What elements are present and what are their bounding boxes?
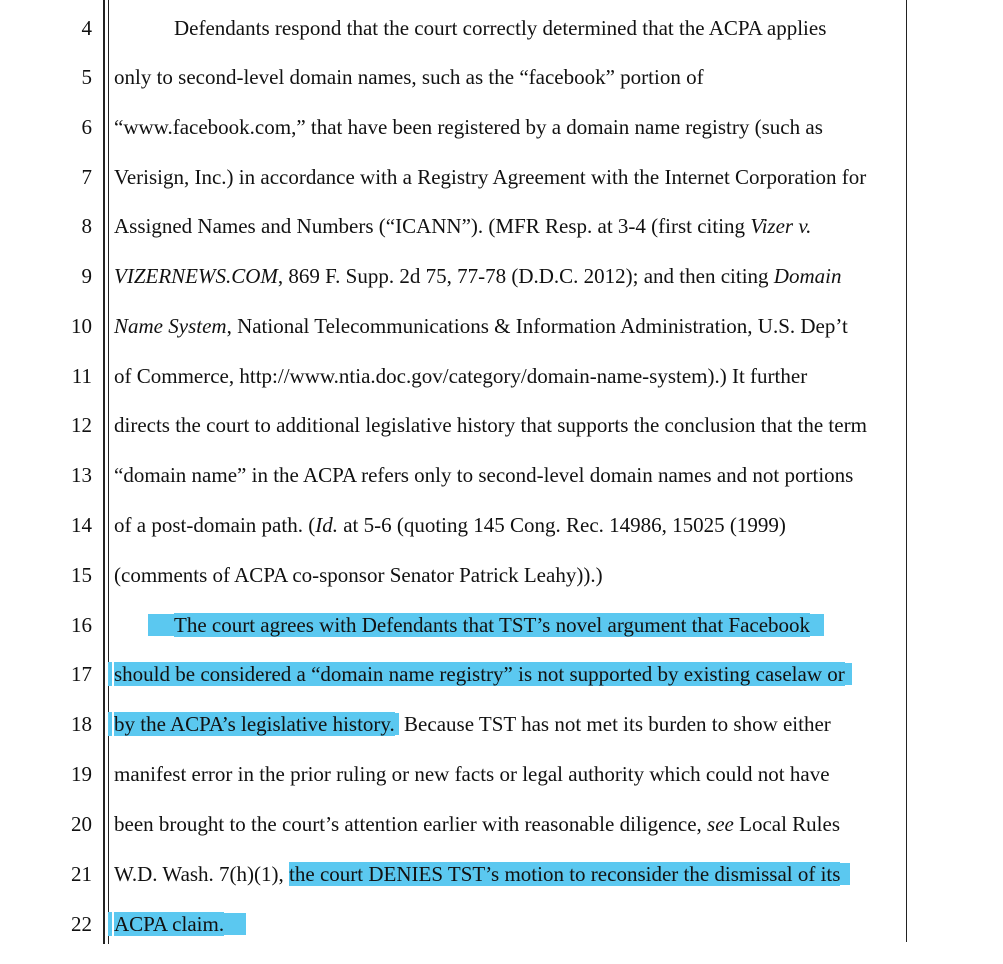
text-line: [0, 362, 1003, 402]
line-text-part: Because TST has not met its burden to show either: [398, 712, 831, 736]
line-text: [114, 910, 246, 938]
line-number: 18: [71, 712, 92, 736]
line-text: [114, 511, 786, 539]
line-number: 5: [81, 65, 92, 89]
highlighted-text: ACPA claim.: [114, 912, 225, 936]
line-number: 6: [81, 115, 92, 139]
highlight-tail: [224, 913, 246, 935]
line-text: [114, 212, 811, 240]
text-line: [0, 63, 1003, 103]
highlight-edge: [108, 912, 112, 936]
highlight-tail: [810, 614, 824, 636]
signal-italic: see: [707, 812, 734, 836]
line-number: 4: [81, 16, 92, 40]
line-number: 17: [71, 662, 92, 686]
text-line: [0, 212, 1003, 252]
line-number: 21: [71, 862, 92, 886]
line-text: [114, 860, 850, 888]
line-number: 20: [71, 812, 92, 836]
text-line: [0, 461, 1003, 501]
highlight-tail: [840, 863, 850, 885]
case-name-italic: VIZERNEWS.COM: [114, 264, 278, 288]
text-line: [0, 14, 1003, 54]
line-number: 14: [71, 513, 92, 537]
text-line: [0, 113, 1003, 153]
text-line: [0, 561, 1003, 601]
line-text: Defendants respond that the court correctly determined that the ACPA applies: [174, 16, 827, 40]
highlight-edge: [108, 712, 112, 736]
line-number: 10: [71, 314, 92, 338]
highlighted-text: The court agrees with Defendants that TST’s novel argument that Facebook: [174, 613, 811, 637]
line-text: [114, 312, 848, 340]
line-text: [114, 262, 841, 290]
line-number: 12: [71, 413, 92, 437]
text-line: [0, 411, 1003, 451]
text-line: [0, 312, 1003, 352]
line-text-part: W.D. Wash. 7(h)(1),: [114, 862, 290, 886]
highlighted-text: by the ACPA’s legislative history.: [114, 712, 395, 736]
line-text: [114, 810, 840, 838]
line-number: 11: [71, 364, 92, 388]
highlight-lead: [148, 614, 174, 636]
citation-italic: Id.: [315, 513, 338, 537]
text-line: [0, 810, 1003, 850]
line-number: 16: [71, 613, 92, 637]
text-line: [0, 860, 1003, 900]
line-number: 8: [81, 214, 92, 238]
highlight-tail: [845, 663, 852, 685]
line-number: 9: [81, 264, 92, 288]
line-text: [114, 710, 831, 738]
line-text: Verisign, Inc.) in accordance with a Registry Agreement with the Internet Corporation for: [114, 165, 867, 189]
line-text: manifest error in the prior ruling or new facts or legal authority which could not have: [114, 762, 830, 786]
line-number: 19: [71, 762, 92, 786]
highlight-edge: [108, 662, 112, 686]
line-text: of Commerce, http://www.ntia.doc.gov/category/domain-name-system).) It further: [114, 364, 808, 388]
text-line-highlighted: [0, 660, 1003, 700]
text-line: [0, 710, 1003, 750]
title-italic: Domain: [773, 264, 842, 288]
line-text-part: Local Rules: [733, 812, 841, 836]
text-line: [0, 163, 1003, 203]
line-text: only to second-level domain names, such as the “facebook” portion of: [114, 65, 704, 89]
title-italic: Name System: [114, 314, 227, 338]
text-line: [0, 511, 1003, 551]
text-line-highlighted: [0, 910, 1003, 950]
line-text-part: , 869 F. Supp. 2d 75, 77-78 (D.D.C. 2012); and then citing: [277, 264, 774, 288]
case-name-italic: Vizer v.: [750, 214, 812, 238]
text-line-highlighted: [0, 611, 1003, 651]
line-text: “www.facebook.com,” that have been registered by a domain name registry (such as: [114, 115, 823, 139]
line-text-part: , National Telecommunications & Information Administration, U.S. Dep’t: [226, 314, 848, 338]
text-line: [0, 760, 1003, 800]
line-number: 7: [81, 165, 92, 189]
line-text: [148, 611, 824, 639]
line-number: 15: [71, 563, 92, 587]
line-number: 22: [71, 912, 92, 936]
line-number: 13: [71, 463, 92, 487]
text-line: [0, 262, 1003, 302]
line-text: “domain name” in the ACPA refers only to second-level domain names and not portions: [114, 463, 854, 487]
line-text-part: Assigned Names and Numbers (“ICANN”). (MFR Resp. at 3-4 (first citing: [114, 214, 751, 238]
line-text: (comments of ACPA co-sponsor Senator Patrick Leahy)).): [114, 563, 603, 587]
highlighted-text: the court DENIES TST’s motion to reconsider the dismissal of its: [289, 862, 841, 886]
line-text: directs the court to additional legislative history that supports the conclusion that the term: [114, 413, 867, 437]
line-text: [114, 660, 852, 688]
line-text-part: at 5-6 (quoting 145 Cong. Rec. 14986, 15025 (1999): [337, 513, 786, 537]
line-text-part: been brought to the court’s attention earlier with reasonable diligence,: [114, 812, 708, 836]
line-text-part: of a post-domain path. (: [114, 513, 316, 537]
highlighted-text: should be considered a “domain name registry” is not supported by existing caselaw or: [114, 662, 845, 686]
